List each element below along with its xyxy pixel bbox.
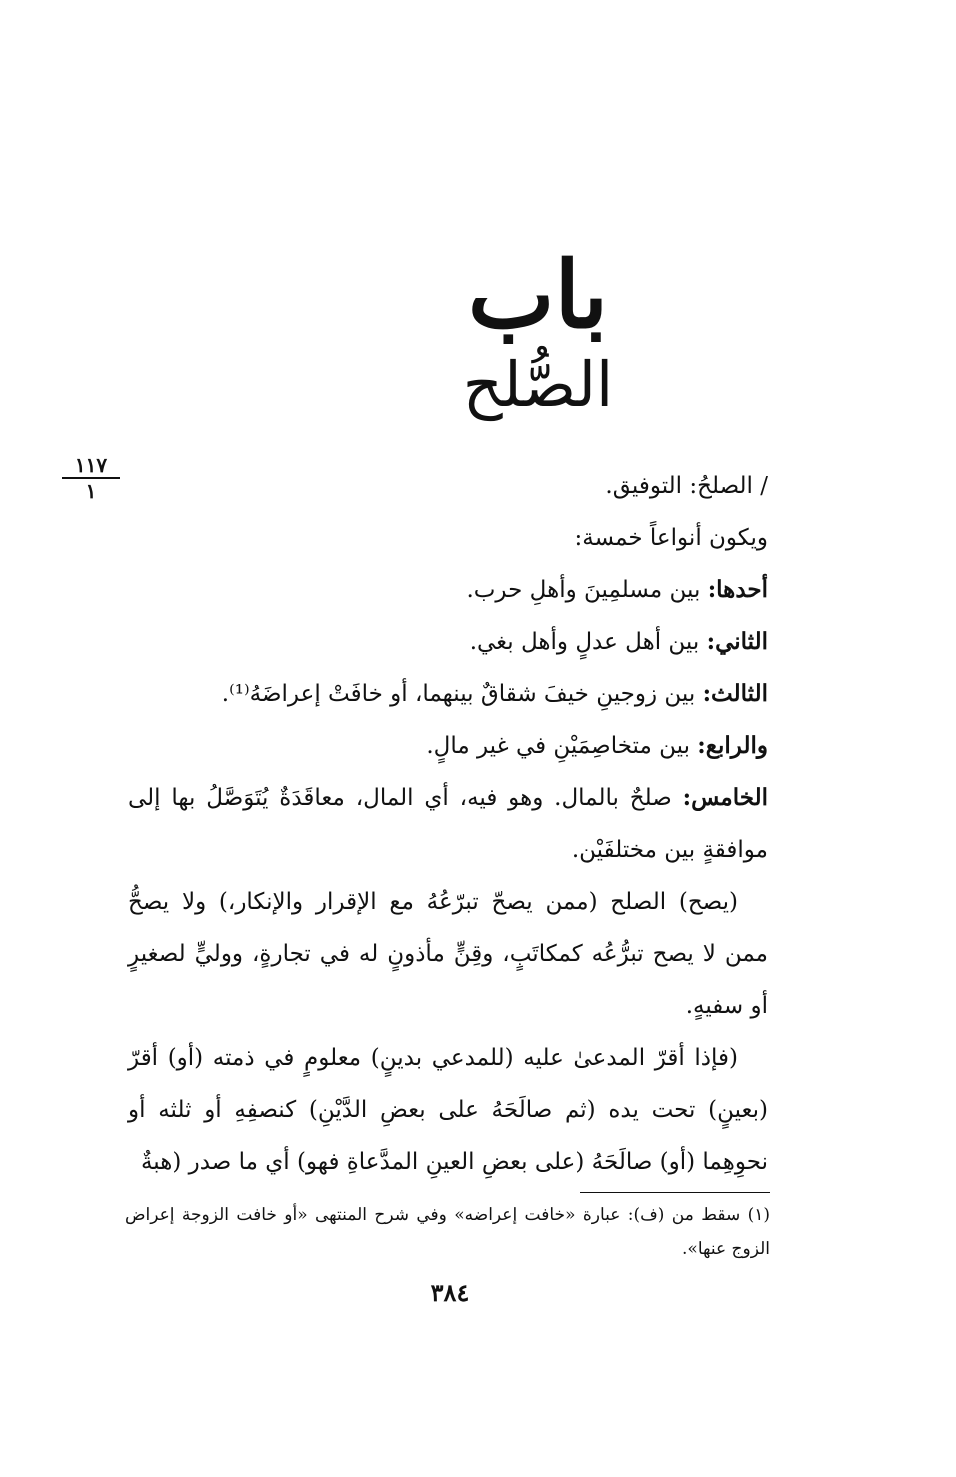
paragraph-lead: الثالث: — [702, 680, 768, 707]
margin-folio-reference — [62, 455, 120, 501]
paragraph-validity — [128, 876, 768, 1032]
paragraph-type-4 — [128, 720, 768, 772]
body-text — [128, 460, 768, 1188]
paragraph-text: (فإذا أقرّ المدعىٰ عليه (للمدعي بدينٍ) معلومٍ في ذمته (أو) أقرّ (بعينٍ) تحت يده (ثم صالَحَهُ على بعضِ الدَّيْنِ) كنصفِهِ أو ثلثه أو نحوِهِما (أو) صالَحَهُ (على بعضِ العينِ المدَّعاةِ فهو) أي ما صدر (هبةٌ — [128, 1045, 768, 1175]
paragraph-text: ويكون أنواعاً خمسة: — [574, 525, 768, 551]
paragraph-lead: الخامس: — [682, 784, 768, 811]
paragraph-text: بين أهل عدلٍ وأهل بغي. — [469, 629, 707, 655]
paragraph-text: / الصلحُ: التوفيق. — [605, 473, 768, 499]
paragraph-type-5 — [128, 772, 768, 876]
paragraph-types-intro — [128, 512, 768, 564]
folio-number: ١١٧ — [62, 455, 120, 479]
paragraph-type-3 — [128, 668, 768, 720]
paragraph-text: صلحٌ بالمال. وهو فيه، أي المال، معاقَدَةٌ يُتَوَصَّلُ بها إلى موافقةٍ بين مختلفَيْن. — [128, 785, 768, 863]
paragraph-text: بين زوجينِ خيفَ شقاقٌ بينهما، أو خافَتْ إعراضَهُ⁽¹⁾. — [221, 681, 703, 707]
paragraph-lead: الثاني: — [706, 628, 768, 655]
paragraph-text: بين مسلمِينَ وأهلِ حرب. — [466, 577, 708, 603]
page-number: ٣٨٤ — [430, 1278, 470, 1307]
folio-side: ١ — [85, 479, 97, 503]
chapter-title: الصُّلح — [462, 348, 614, 421]
paragraph-text: بين متخاصِمَيْنِ في غير مالٍ. — [426, 733, 698, 759]
footnote-divider — [580, 1192, 770, 1193]
paragraph-type-1 — [128, 564, 768, 616]
paragraph-acknowledgment — [128, 1032, 768, 1188]
footnote: (١) سقط من (ف): عبارة «خافت إعراضه» وفي شرح المنتهى «أو خافت الزوجة إعراض الزوج عنها». — [125, 1205, 770, 1259]
paragraph-definition — [128, 460, 768, 512]
chapter-word: باب — [467, 241, 609, 349]
paragraph-type-2 — [128, 616, 768, 668]
paragraph-lead: والرابع: — [697, 732, 768, 759]
paragraph-lead: أحدها: — [707, 576, 768, 603]
paragraph-text: (يصح) الصلح (ممن يصحّ تبرّعُهُ مع الإقرار والإنكار،) ولا يصحُّ ممن لا يصح تبرُّعُه كمكاتَبٍ، وقِنٍّ مأذونٍ له في تجارةٍ، ووليٍّ لصغيرٍ أو سفيهٍ. — [128, 889, 768, 1019]
